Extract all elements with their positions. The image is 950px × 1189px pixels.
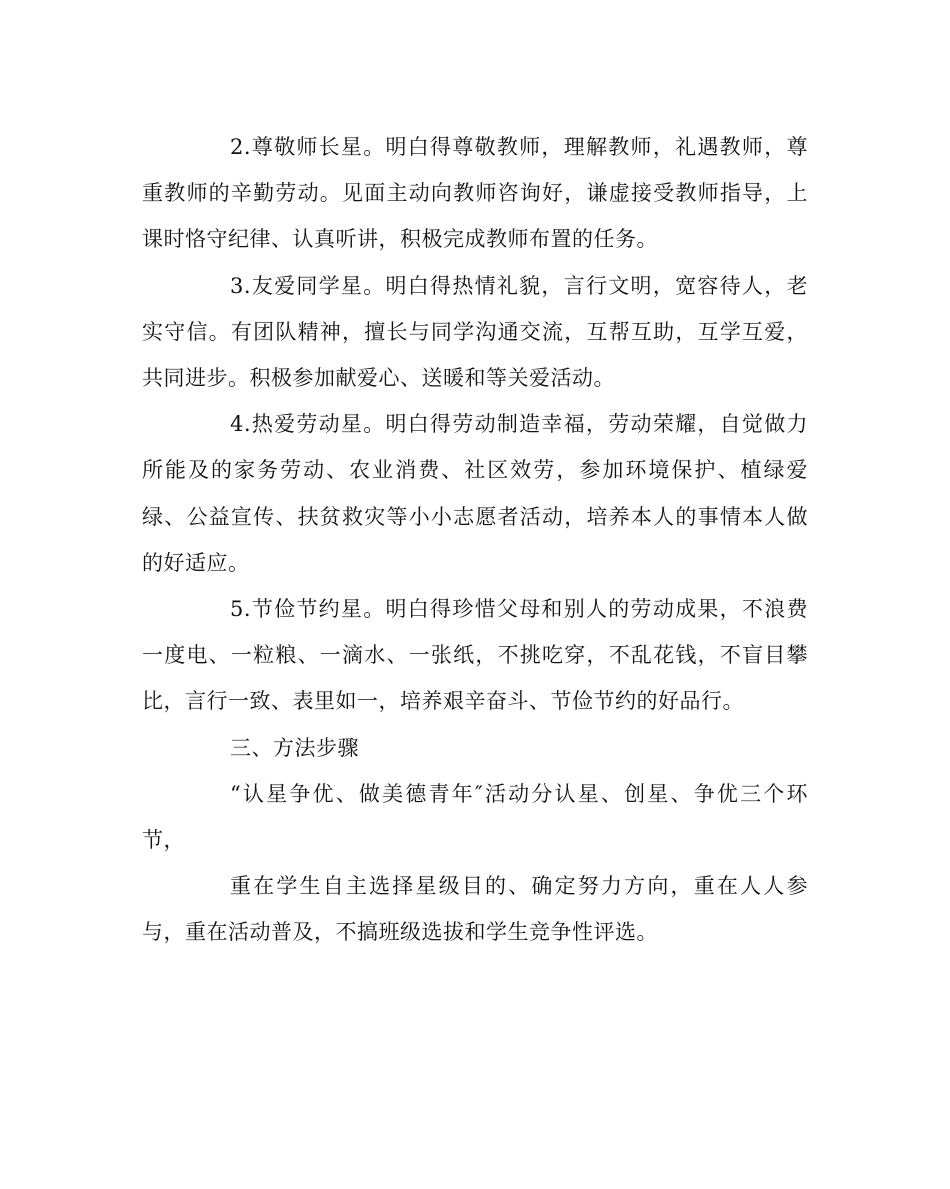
paragraph-respect-teachers: 2.尊敬师长星。明白得尊敬教师，理解教师，礼遇教师，尊重教师的辛勤劳动。见面主动向教师咨询好，谦虚接受教师指导，上课时恪守纪律、认真听讲，积极完成教师布置的任务。	[142, 135, 808, 252]
paragraph-thrift: 5.节俭节约星。明白得珍惜父母和别人的劳动成果，不浪费一度电、一粒粮、一滴水、一张纸，不挑吃穿，不乱花钱，不盲目攀比，言行一致、表里如一，培养艰辛奋斗、节俭节约的好品行。	[142, 597, 808, 714]
paragraph-activity-focus: 重在学生自主选择星级目的、确定努力方向，重在人人参与，重在活动普及，不搞班级选拔和学生竞争性评选。	[142, 874, 808, 945]
paragraph-activity-stages: “认星争优、做美德青年″活动分认星、创星、争优三个环节，	[142, 781, 808, 853]
section-heading-methods: 三、方法步骤	[230, 735, 359, 760]
paragraph-love-labor: 4.热爱劳动星。明白得劳动制造幸福，劳动荣耀，自觉做力所能及的家务劳动、农业消费、社区效劳，参加环境保护、植绿爱绿、公益宣传、扶贫救灾等小小志愿者活动，培养本人的事情本人做的好适应。	[142, 412, 808, 575]
document-body	[142, 124, 808, 956]
paragraph-friendly-classmates: 3.友爱同学星。明白得热情礼貌，言行文明，宽容待人，老实守信。有团队精神，擅长与同学沟通交流，互帮互助，互学互爱，共同进步。积极参加献爱心、送暖和等关爱活动。	[142, 273, 808, 391]
